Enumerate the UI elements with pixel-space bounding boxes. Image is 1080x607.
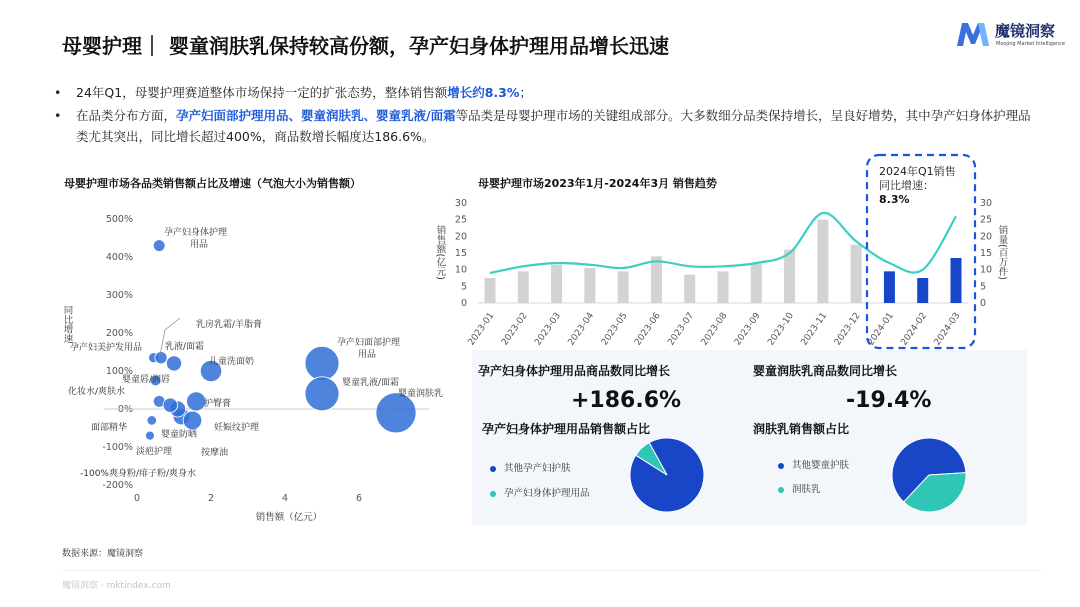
bubble-point xyxy=(153,240,165,252)
trend-chart-title: 母婴护理市场2023年1月-2024年3月 销售趋势 xyxy=(478,177,717,190)
y2-tick-label: 15 xyxy=(980,248,993,259)
y2-tick-label: 0 xyxy=(980,298,987,309)
bar xyxy=(884,271,895,303)
y-tick-label: 25 xyxy=(454,214,467,226)
callout-line-2: 同比增速： xyxy=(879,179,934,192)
logo-subtitle: Moojing Market Intelligence xyxy=(996,41,1066,47)
legend-label: 孕产妇身体护理用品 xyxy=(504,488,590,499)
bubble-label: 孕产妇面部护理 xyxy=(337,338,401,348)
y-axis-title: 同比增速 xyxy=(61,305,73,343)
footer-text: 魔镜洞察 · mktindex.com xyxy=(62,581,171,591)
bubble-chart-title: 母婴护理市场各品类销售额占比及增速（气泡大小为销售额） xyxy=(64,177,361,190)
bar xyxy=(518,271,529,303)
bubble-point xyxy=(187,392,206,411)
y2-axis-title: 销量(百万件) xyxy=(996,225,1008,280)
bullet-marker: • xyxy=(54,108,62,123)
legend-label: 其他婴童护肤 xyxy=(792,460,850,471)
right-stat-value: -19.4% xyxy=(846,388,932,413)
left-pie-title: 孕产妇身体护理用品销售额占比 xyxy=(482,422,651,436)
bar xyxy=(618,271,629,303)
bullet-text: 24年Q1，母婴护理赛道整体市场保持一定的扩张态势，整体销售额 xyxy=(76,85,448,100)
bullet-marker: • xyxy=(54,85,62,100)
left-legend-item-0 xyxy=(490,460,571,474)
bar xyxy=(718,271,729,303)
bubble-point xyxy=(147,416,157,426)
bubble-label: 儿童洗面奶 xyxy=(209,357,255,367)
bar xyxy=(917,278,928,303)
legend-swatch xyxy=(490,491,496,497)
bubble-label: -100%爽身粉/痱子粉/爽身水 xyxy=(80,469,197,479)
bar xyxy=(851,245,862,303)
y2-tick-label: 20 xyxy=(980,231,993,243)
bubble-label: 婴童乳液/面霜 xyxy=(342,378,400,388)
bubble-label: 妊娠纹护理 xyxy=(214,423,260,433)
callout-line-1: 2024年Q1销售 xyxy=(879,165,956,178)
bar xyxy=(551,265,562,303)
bubble-label: 婴童防晒 xyxy=(161,430,198,440)
bubble-label: 用品 xyxy=(190,240,209,250)
x-tick-label: 2023-09 xyxy=(732,310,763,348)
bubble-point xyxy=(305,377,339,411)
legend-label: 润肤乳 xyxy=(792,484,821,495)
x-tick-label: 2023-05 xyxy=(599,310,630,348)
x-axis-title: 销售额（亿元） xyxy=(255,512,323,523)
bubble-point xyxy=(166,356,181,371)
legend-swatch xyxy=(490,466,496,472)
y-tick-label: 300% xyxy=(105,290,133,301)
y2-tick-label: 10 xyxy=(980,264,993,276)
bullet-text: ； xyxy=(519,85,532,100)
y-tick-label: 100% xyxy=(105,366,133,377)
x-tick-label: 2023-06 xyxy=(633,310,663,348)
bar xyxy=(684,275,695,303)
bar xyxy=(951,258,962,303)
legend-swatch xyxy=(778,487,784,493)
bubble-label: 乳房乳霜/羊脂膏 xyxy=(196,320,263,330)
bubble-point xyxy=(183,411,202,430)
x-tick-label: 2024-02 xyxy=(899,310,930,348)
x-tick-label: 2024-03 xyxy=(932,310,963,348)
bubble-label: 婴童润肤乳 xyxy=(398,389,444,399)
y-tick-label: 0 xyxy=(460,298,467,309)
left-stat-value: +186.6% xyxy=(571,388,682,413)
right-legend-item-1 xyxy=(778,481,821,495)
x-tick-label: 2023-07 xyxy=(666,310,697,348)
left-pie-chart xyxy=(628,436,706,514)
legend-label: 其他孕产妇护肤 xyxy=(504,463,571,474)
x-tick-label: 6 xyxy=(355,493,363,504)
x-tick-label: 0 xyxy=(133,493,141,504)
bubble-point xyxy=(155,352,167,364)
x-tick-label: 2023-08 xyxy=(699,310,730,348)
right-stat-title: 婴童润肤乳商品数同比增长 xyxy=(753,364,898,378)
y-tick-label: -200% xyxy=(102,480,133,491)
x-tick-label: 2023-10 xyxy=(766,310,797,348)
x-tick-label: 2023-03 xyxy=(533,310,564,348)
highlight-text: 增长约8.3% xyxy=(447,85,520,100)
x-tick-label: 4 xyxy=(281,493,289,504)
bullet-text: 等品类是母婴护理市场的关键组成部分。大多数细分品类保持增长，呈良好增势，其中孕产妇身体护理品类尤其突出，同比增长超过400%，商品数增长幅度达186.6%。 xyxy=(76,108,1031,144)
y-tick-label: 5 xyxy=(460,281,467,293)
x-tick-label: 2023-12 xyxy=(832,310,863,348)
x-tick-label: 2 xyxy=(207,493,215,504)
left-legend-item-1 xyxy=(490,485,590,499)
callout-value: 8.3% xyxy=(879,193,910,206)
y-tick-label: 15 xyxy=(454,248,467,259)
x-tick-label: 2023-01 xyxy=(466,310,497,348)
right-pie-chart xyxy=(890,436,968,514)
bubble-label: 护臀膏 xyxy=(204,399,232,409)
y-tick-label: 10 xyxy=(454,264,467,276)
y2-tick-label: 5 xyxy=(980,281,987,293)
y-tick-label: 200% xyxy=(105,328,133,339)
bubble-label: 婴童唇/润唇 xyxy=(122,375,171,385)
highlight-text: 孕产妇面部护理用品、婴童润肤乳、婴童乳液/面霜 xyxy=(176,108,456,123)
bar xyxy=(751,263,762,303)
bullet-text: 在品类分布方面， xyxy=(76,108,177,123)
bar xyxy=(485,278,496,303)
bubble-label: 淡疤护理 xyxy=(136,447,173,457)
bar xyxy=(784,250,795,303)
x-tick-label: 2023-04 xyxy=(566,310,597,348)
data-source: 数据来源：魔镜洞察 xyxy=(62,549,144,559)
brand-logo xyxy=(955,18,1065,58)
y2-tick-label: 25 xyxy=(980,214,993,226)
bubble-point xyxy=(163,398,177,412)
logo-icon xyxy=(955,20,991,48)
x-tick-label: 2023-02 xyxy=(499,310,530,348)
logo-name: 魔镜洞察 xyxy=(995,22,1056,40)
y-tick-label: 20 xyxy=(454,231,467,243)
bullet-item xyxy=(54,105,1031,147)
bubble-label: 面部精华 xyxy=(91,423,128,433)
bubble-point xyxy=(145,431,154,440)
bubble-label: 孕产妇美护发用品 xyxy=(70,343,143,353)
bubble-label: 乳液/面霜 xyxy=(165,342,205,352)
bubble-point xyxy=(305,346,339,380)
bubble-label: 孕产妇身体护理 xyxy=(164,228,228,238)
footer-divider xyxy=(62,570,1042,571)
y-axis-title: 销售额(亿元) xyxy=(434,225,446,280)
y-tick-label: 400% xyxy=(105,252,133,263)
series-line xyxy=(490,213,956,273)
bar xyxy=(651,256,662,303)
y2-tick-label: 30 xyxy=(980,198,993,209)
y-tick-label: 500% xyxy=(105,214,133,225)
page-title: 母婴护理｜ 婴童润肤乳保持较高份额，孕产妇身体护理用品增长迅速 xyxy=(62,34,669,58)
x-tick-label: 2023-11 xyxy=(799,310,830,348)
y-tick-label: 30 xyxy=(454,198,467,209)
x-tick-label: 2024-01 xyxy=(866,310,896,348)
y-tick-label: -100% xyxy=(102,442,133,453)
bullet-item xyxy=(54,82,1031,103)
bubble-chart xyxy=(55,195,465,535)
right-pie-title: 润肤乳销售额占比 xyxy=(753,422,850,436)
trend-chart xyxy=(425,150,1035,355)
bubble-label: 用品 xyxy=(358,350,377,360)
bar xyxy=(584,268,595,303)
bubble-label: 化妆水/爽肤水 xyxy=(68,387,126,397)
bar xyxy=(817,220,828,303)
left-stat-title: 孕产妇身体护理用品商品数同比增长 xyxy=(478,364,671,378)
legend-swatch xyxy=(778,463,784,469)
y-tick-label: 0% xyxy=(117,404,133,415)
bubble-label: 按摩油 xyxy=(201,448,229,458)
right-legend-item-0 xyxy=(778,457,849,471)
